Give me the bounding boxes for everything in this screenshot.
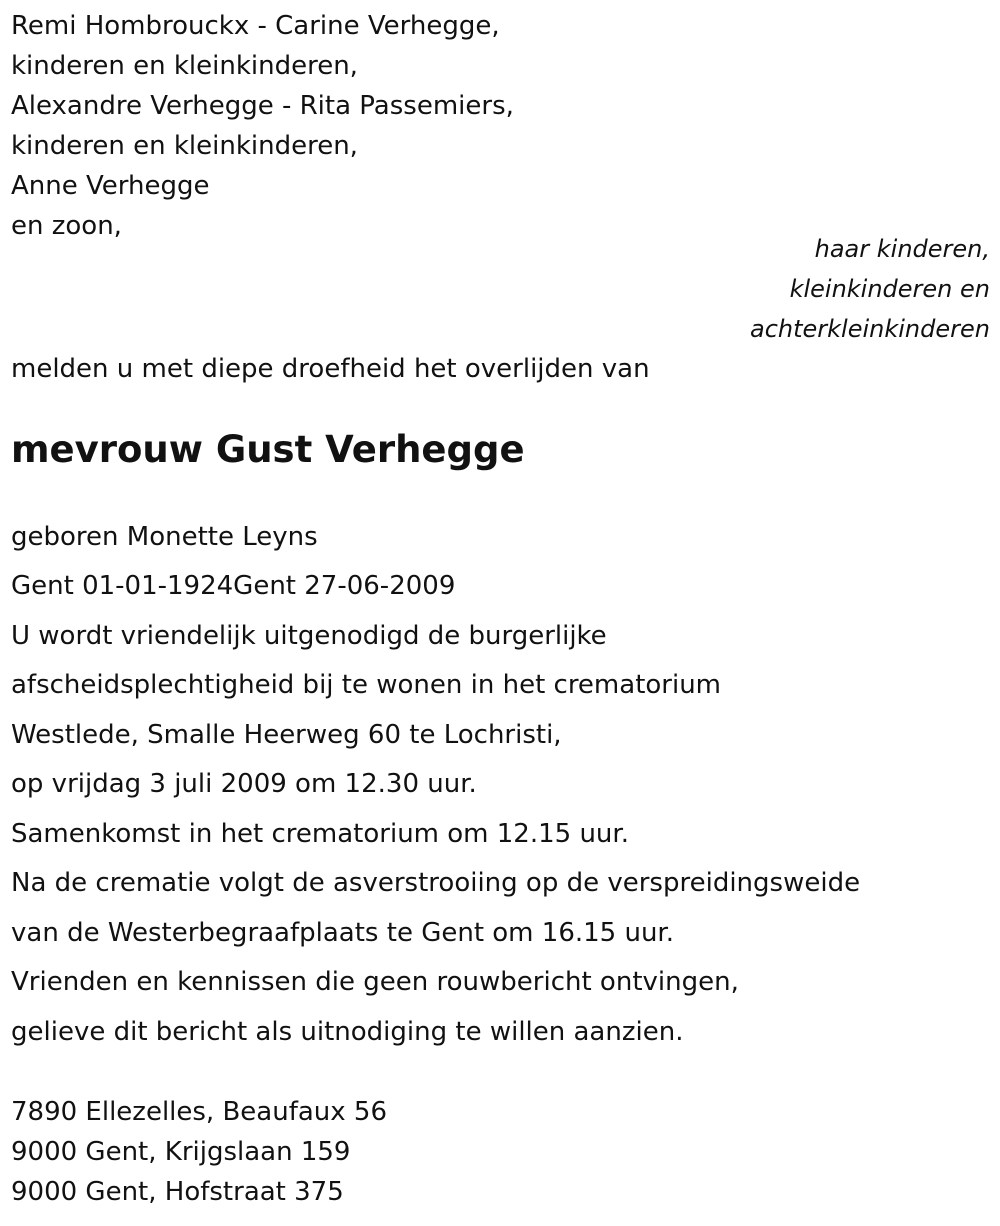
family-line-5: Anne Verhegge	[11, 171, 210, 201]
family-line-2: kinderen en kleinkinderen,	[11, 51, 358, 81]
body-line-3: Westlede, Smalle Heerweg 60 te Lochristi,	[11, 720, 562, 750]
body-line-2: afscheidsplechtigheid bij te wonen in het crematorium	[11, 670, 722, 700]
family-line-3: Alexandre Verhegge - Rita Passemiers,	[11, 91, 514, 121]
family-line-4: kinderen en kleinkinderen,	[11, 131, 358, 161]
body-line-6: Na de crematie volgt de asverstrooiing op de verspreidingsweide	[11, 868, 861, 898]
body-line-9: gelieve dit bericht als uitnodiging te willen aanzien.	[11, 1017, 684, 1047]
body-line-7: van de Westerbegraafplaats te Gent om 16.15 uur.	[11, 918, 674, 948]
address-2: 9000 Gent, Krijgslaan 159	[11, 1137, 351, 1167]
announcement: melden u met diepe droefheid het overlijden van	[11, 354, 650, 384]
family-line-6: en zoon,	[11, 211, 122, 241]
signoff-line-3: achterkleinkinderen	[750, 315, 990, 343]
body-line-8: Vrienden en kennissen die geen rouwbericht ontvingen,	[11, 967, 739, 997]
body-line-4: op vrijdag 3 juli 2009 om 12.30 uur.	[11, 769, 477, 799]
address-1: 7890 Ellezelles, Beaufaux 56	[11, 1097, 388, 1127]
signoff-line-2: kleinkinderen en	[789, 275, 990, 303]
body-line-1: U wordt vriendelijk uitgenodigd de burgerlijke	[11, 621, 607, 651]
body-line-5: Samenkomst in het crematorium om 12.15 uur.	[11, 819, 629, 849]
deceased-name: mevrouw Gust Verhegge	[11, 428, 525, 471]
signoff-line-1: haar kinderen,	[814, 235, 990, 263]
address-3: 9000 Gent, Hofstraat 375	[11, 1177, 344, 1207]
family-line-1: Remi Hombrouckx - Carine Verhegge,	[11, 11, 500, 41]
dates: Gent 01-01-1924Gent 27-06-2009	[11, 571, 456, 601]
born-as: geboren Monette Leyns	[11, 522, 318, 552]
